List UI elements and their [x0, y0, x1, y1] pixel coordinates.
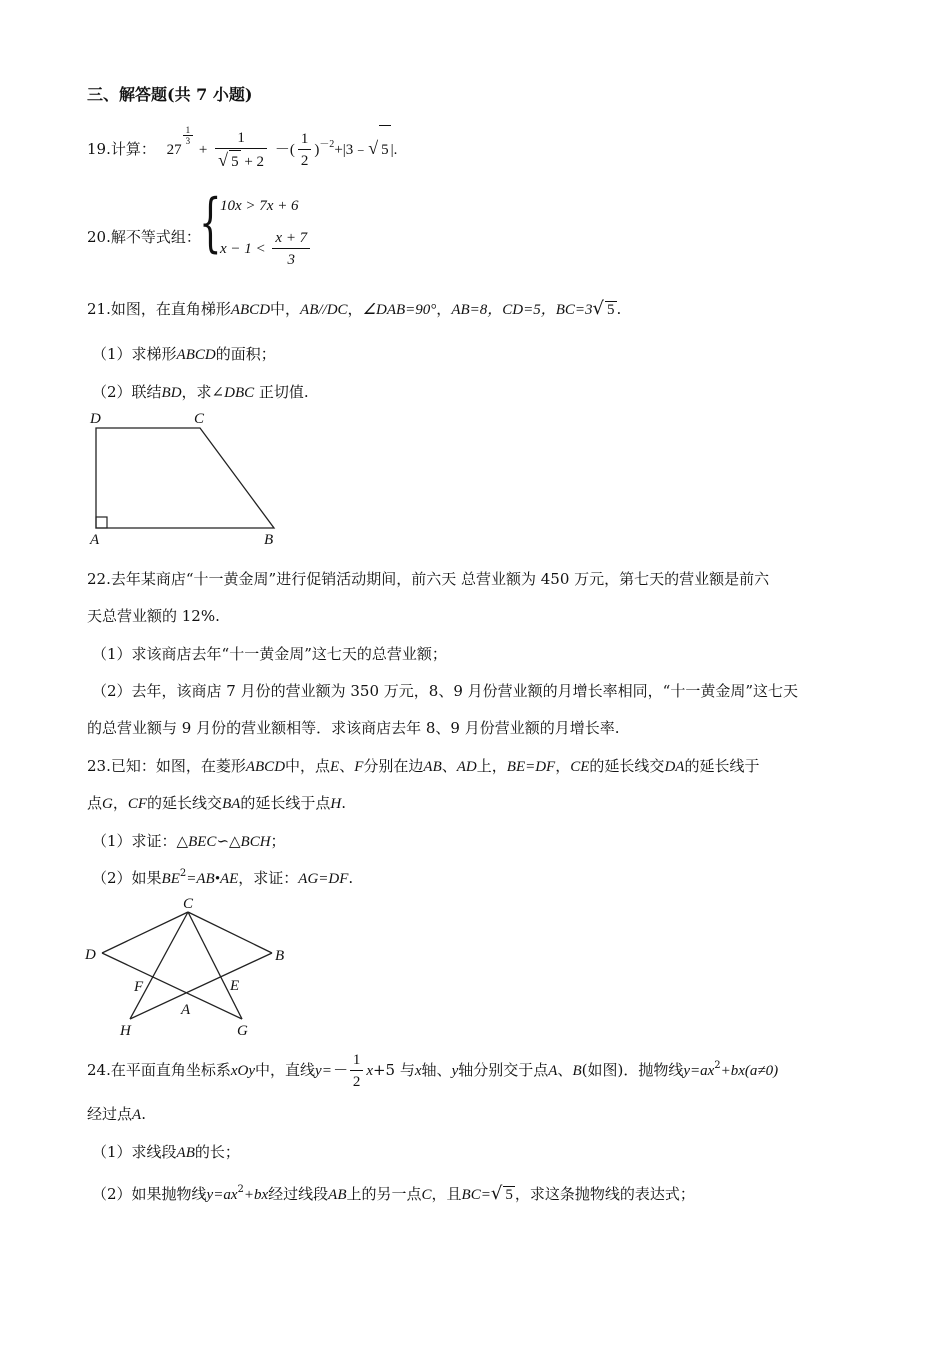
q22-part-2-line-2: 的总营业额与 9 月份的营业额相等．求该商店去年 8、9 月份营业额的月增长率. [87, 719, 620, 737]
trapezoid-figure [84, 408, 284, 548]
q24-fraction: $\frac{1}{2}$ [350, 1050, 364, 1093]
fig21-label-d: D [90, 411, 101, 427]
question-19: 19.计算： 27 $\frac{1}{3}$ + $\frac{1}{√ 5 + 2}$ －( $\frac{1}{2}$ )$^{-2}$+|3﹣√ 5 |. [87, 124, 397, 172]
trapezoid-shape [96, 428, 274, 528]
q19-exponent: $\frac{1}{3}$ [183, 125, 194, 146]
q19-end: |. [390, 142, 398, 158]
fig23-label-c: C [183, 896, 194, 912]
fig23-label-b: B [275, 948, 285, 964]
system-brace-icon: { [199, 186, 222, 260]
q19-plus: + [198, 142, 208, 158]
segment-bh [130, 953, 272, 1019]
right-angle-marker [96, 517, 107, 528]
segment-dg [102, 953, 242, 1019]
q22-line-1: 22.去年某商店“十一黄金周”进行促销活动期间，前六天 总营业额为 450 万元，第七天的营业额是前六 [87, 570, 770, 588]
q20-inequality-2: x − 1 < $\frac{x + 7}{3}$ [220, 228, 313, 274]
fig23-label-d: D [85, 947, 96, 963]
fig21-label-b: B [264, 532, 274, 548]
q24-part-1: （1）求线段AB的长； [92, 1143, 240, 1161]
fig23-label-h: H [120, 1023, 131, 1039]
rhombus-figure [82, 895, 292, 1040]
fig23-label-e: E [230, 978, 240, 994]
segment-cb [188, 912, 272, 953]
q19-minus-open: －( [274, 142, 295, 158]
q23-part-2: （2）如果$BE^2=AB•AE$，求证：AG=DF. [92, 868, 354, 887]
q24-line-1: 24.在平面直角坐标系xOy中，直线y=－ $\frac{1}{2}$ x+5 与x轴、y轴分别交于点A、B(如图)．抛物线$y=ax^2+bx(a\ne 0)$ [87, 1047, 778, 1093]
q22-part-1: （1）求该商店去年“十一黄金周”这七天的总营业额； [92, 645, 447, 663]
fig21-label-a: A [90, 532, 100, 548]
q22-line-2: 天总营业额的 12%. [87, 607, 220, 625]
segment-cg [188, 912, 242, 1019]
segment-cd [102, 912, 188, 953]
q19-abs: +|3﹣ [334, 142, 369, 158]
q19-radicand: 5 [379, 125, 391, 174]
q24-part-2: （2）如果抛物线$y=ax^2+bx$经过线段AB上的另一点C，且BC=√ 5 ，求这条抛物线的表达式； [92, 1183, 695, 1204]
section-title: 三、解答题(共 7 小题) [87, 85, 253, 104]
fig21-label-c: C [194, 411, 205, 427]
fig23-label-a: A [181, 1002, 191, 1018]
q20-fraction: $\frac{x + 7}{3}$ [272, 228, 310, 271]
q24-line-2: 经过点A. [87, 1105, 146, 1123]
segment-ch [130, 912, 188, 1019]
q19-negative-exponent: －2 [319, 139, 335, 150]
q21-part-1: （1）求梯形ABCD的面积； [92, 345, 276, 363]
fig23-label-f: F [134, 979, 144, 995]
q19-fraction-1: $\frac{1}{√ 5 + 2}$ [215, 128, 267, 173]
q23-line-1: 23.已知：如图，在菱形ABCD中，点E、F分别在边AB、AD上，BE=DF，CE的延长线交DA的延长线于 [87, 757, 760, 775]
q19-fraction-2: $\frac{1}{2}$ [298, 129, 312, 172]
q23-part-1: （1）求证：△BEC∽△BCH； [92, 832, 286, 850]
q20-label: 20.解不等式组： [87, 228, 201, 246]
q19-close-paren: ) [314, 142, 320, 158]
fig23-label-g: G [237, 1023, 248, 1039]
q23-line-2: 点G，CF的延长线交BA的延长线于点H. [87, 794, 347, 812]
q20-inequality-1: 10x > 7x + 6 [220, 198, 299, 214]
q19-base: 27 $\frac{1}{3}$ [167, 142, 195, 158]
q19-label: 19.计算： [87, 140, 156, 158]
question-21: 21.如图，在直角梯形ABCD中，AB//DC，∠DAB=90°，AB=8，CD=5，BC=3√ 5 . [87, 298, 622, 319]
q21-part-2: （2）联结BD，求∠DBC 正切值. [92, 383, 309, 401]
q22-part-2-line-1: （2）去年，该商店 7 月份的营业额为 350 万元，8、9 月份营业额的月增长率相同，“十一黄金周”这七天 [92, 682, 798, 700]
